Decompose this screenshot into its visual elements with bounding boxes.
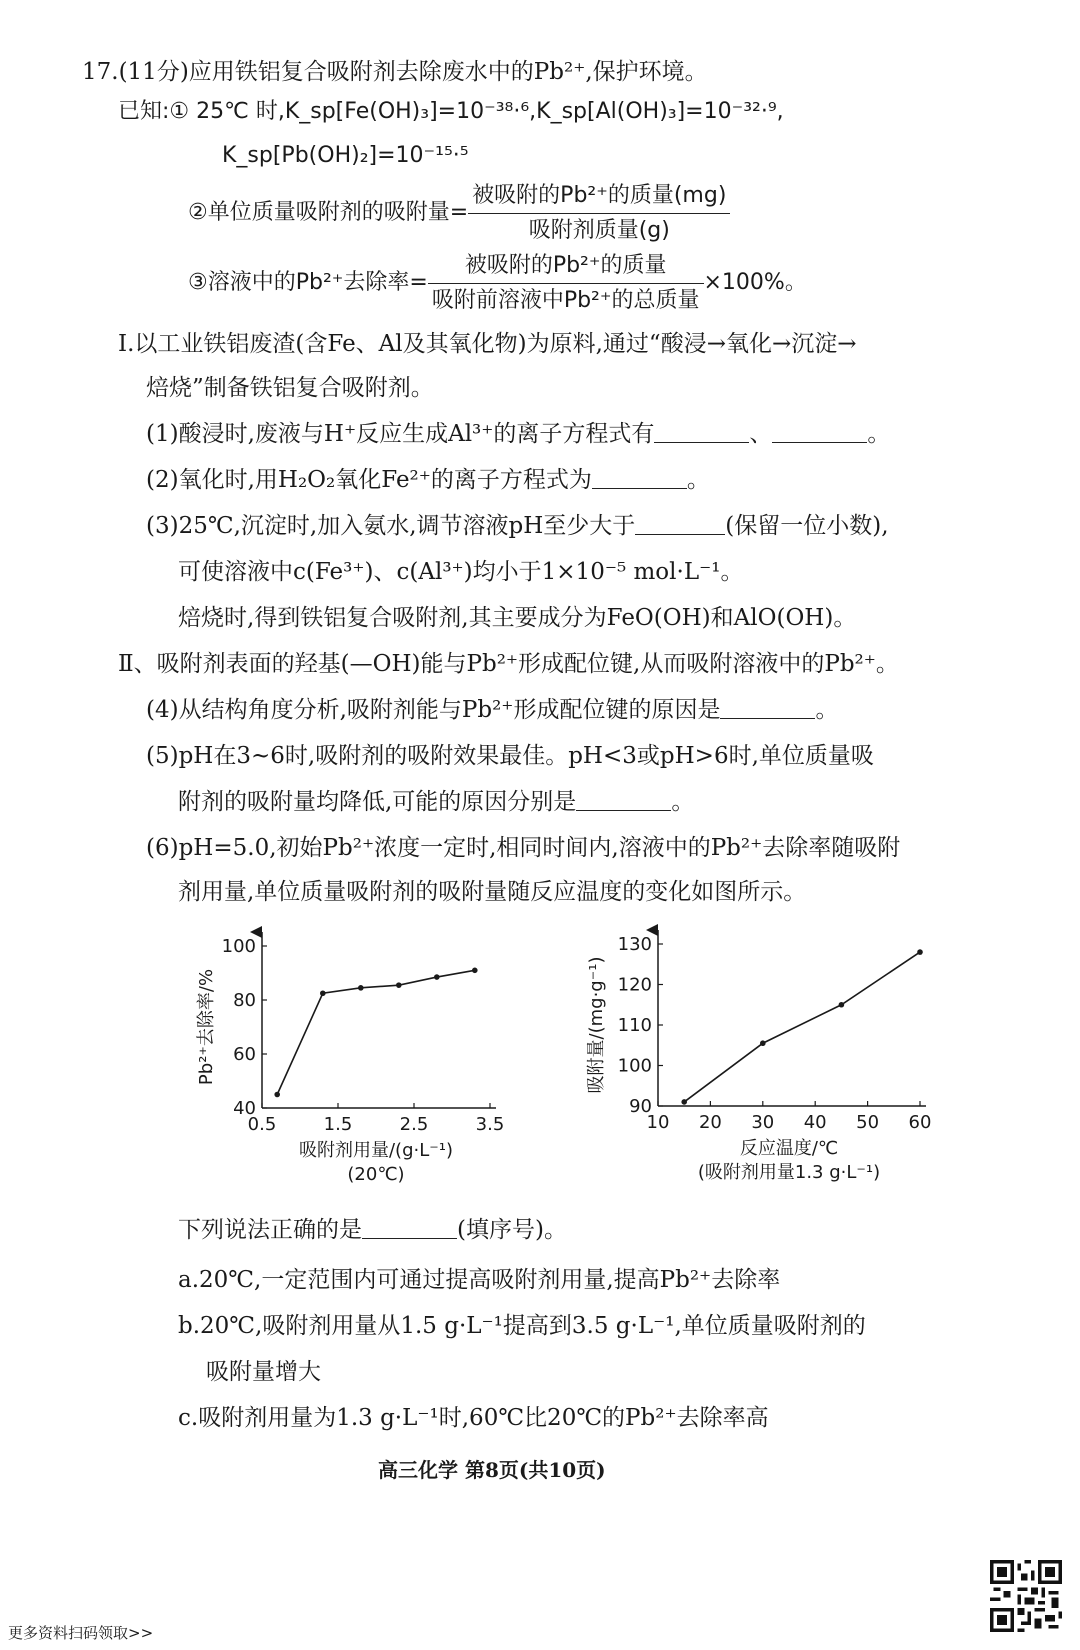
right-chart-x-tick-label: 50: [856, 1112, 880, 1133]
option-b-line-1: b.20℃,吸附剂用量从1.5 g·L⁻¹提高到3.5 g·L⁻¹,单位质量吸附剂的: [178, 1313, 866, 1339]
part1-line-2: 焙烧”制备铁铝复合吸附剂。: [146, 375, 434, 401]
right-chart-y-tick-label: 90: [629, 1096, 652, 1117]
question-5: [178, 788, 694, 817]
q2-blank[interactable]: [592, 466, 687, 489]
chart-adsorption-amount: [580, 918, 960, 1208]
q3-line-3: 焙烧时,得到铁铝复合吸附剂,其主要成分为FeO(OH)和AlO(OH)。: [178, 605, 857, 631]
left-chart-x-label-note: (20℃): [347, 1164, 405, 1185]
q3-blank[interactable]: [635, 512, 725, 535]
left-chart-series-line: [277, 970, 475, 1094]
q6-line-1: (6)pH=5.0,初始Pb²⁺浓度一定时,相同时间内,溶液中的Pb²⁺去除率随吸附: [146, 835, 901, 861]
question-header: 17.(11分)应用铁铝复合吸附剂去除废水中的Pb²⁺,保护环境。: [82, 59, 708, 85]
left-chart-data-point: [358, 985, 364, 991]
left-chart-x-tick-label: 2.5: [399, 1114, 429, 1135]
right-chart-data-point: [760, 1040, 766, 1046]
question-4: [146, 696, 838, 725]
question-2: [146, 466, 710, 495]
choice-prompt-text: 下列说法正确的是: [178, 1217, 362, 1243]
right-chart-y-tick-label: 120: [617, 974, 652, 996]
q4-blank[interactable]: [720, 696, 815, 719]
q3-text: (3)25℃,沉淀时,加入氨水,调节溶液pH至少大于: [146, 513, 636, 539]
more-resources-link[interactable]: 更多资料扫码领取>>: [8, 1624, 154, 1642]
formula-2-fraction: [468, 182, 730, 244]
q1-separator: 、: [749, 421, 773, 447]
right-chart-data-point: [839, 1002, 845, 1008]
q1-blank-2[interactable]: [772, 420, 867, 443]
formula-2-denominator: 吸附剂质量(g): [528, 217, 670, 243]
right-chart-data-point: [917, 949, 923, 955]
right-chart-y-tick-label: 110: [617, 1015, 652, 1036]
left-chart-y-tick-label: 80: [233, 990, 256, 1011]
q5-text: 附剂的吸附量均降低,可能的原因分别是: [178, 789, 577, 815]
right-chart-series-line: [684, 952, 920, 1102]
formula-2-numerator: 被吸附的Pb²⁺的质量(mg): [468, 182, 730, 214]
page-footer: 高三化学 第8页(共10页): [378, 1458, 606, 1482]
left-chart-y-label: Pb²⁺去除率/%: [196, 968, 217, 1086]
q6-line-2: 剂用量,单位质量吸附剂的吸附量随反应温度的变化如图所示。: [178, 879, 807, 905]
right-chart-x-label-note: (吸附剂用量1.3 g·L⁻¹): [697, 1162, 881, 1183]
choice-prompt-end: (填序号)。: [457, 1217, 567, 1243]
right-chart-x-tick-label: 10: [646, 1112, 670, 1133]
formula-3-numerator: 被吸附的Pb²⁺的质量: [428, 252, 704, 284]
left-chart-y-tick-label: 40: [233, 1098, 256, 1119]
chart-removal-rate: [190, 918, 550, 1208]
q3-line-2: 可使溶液中c(Fe³⁺)、c(Al³⁺)均小于1×10⁻⁵ mol·L⁻¹。: [178, 559, 744, 585]
q5-line-1: (5)pH在3~6时,吸附剂的吸附效果最佳。pH<3或pH>6时,单位质量吸: [146, 743, 874, 769]
q2-end: 。: [686, 467, 710, 493]
q3-end: (保留一位小数),: [725, 513, 889, 539]
right-chart-x-label: 反应温度/℃: [739, 1138, 839, 1159]
formula-2: [188, 182, 730, 244]
choice-prompt: [178, 1216, 567, 1245]
right-chart-x-tick-label: 60: [908, 1112, 932, 1133]
option-b-line-2: 吸附量增大: [206, 1359, 321, 1385]
left-chart-data-point: [472, 968, 478, 974]
left-chart-data-point: [274, 1092, 280, 1098]
right-chart-x-tick-label: 40: [803, 1112, 827, 1133]
known-line-1: 已知:① 25℃ 时,K_sp[Fe(OH)₃]=10⁻³⁸·⁶,K_sp[Al(OH)₃]=10⁻³²·⁹,: [118, 99, 784, 124]
left-chart-x-label: 吸附剂用量/(g·L⁻¹): [298, 1140, 454, 1161]
left-chart-data-point: [434, 974, 440, 980]
right-chart-y-label: 吸附量/(mg·g⁻¹): [586, 956, 607, 1094]
option-a: a.20℃,一定范围内可通过提高吸附剂用量,提高Pb²⁺去除率: [178, 1267, 781, 1293]
option-c: c.吸附剂用量为1.3 g·L⁻¹时,60℃比20℃的Pb²⁺去除率高: [178, 1405, 769, 1431]
q1-end: 。: [867, 421, 891, 447]
known-line-2: K_sp[Pb(OH)₂]=10⁻¹⁵·⁵: [222, 143, 469, 168]
left-chart-y-tick-label: 60: [233, 1044, 256, 1065]
left-chart-x-tick-label: 3.5: [475, 1114, 505, 1135]
right-chart-data-point: [681, 1099, 687, 1105]
left-chart-data-point: [396, 982, 402, 988]
q1-blank-1[interactable]: [654, 420, 749, 443]
right-chart-x-tick-label: 30: [751, 1112, 775, 1133]
right-chart-y-tick-label: 100: [617, 1055, 652, 1077]
part2-line-1: Ⅱ、吸附剂表面的羟基(—OH)能与Pb²⁺形成配位键,从而吸附溶液中的Pb²⁺。: [118, 651, 899, 677]
q5-blank[interactable]: [576, 788, 671, 811]
formula-3-fraction: [428, 252, 704, 314]
qr-code-icon[interactable]: [990, 1560, 1062, 1632]
formula-3: [188, 252, 807, 314]
question-3: [146, 512, 889, 541]
left-chart-x-tick-label: 1.5: [323, 1114, 353, 1135]
question-1: [146, 420, 890, 449]
q1-text: (1)酸浸时,废液与H⁺反应生成Al³⁺的离子方程式有: [146, 421, 655, 447]
formula-2-lhs: ②单位质量吸附剂的吸附量=: [188, 200, 469, 225]
choice-blank[interactable]: [362, 1216, 457, 1239]
right-chart-y-tick-label: 130: [617, 934, 652, 955]
q2-text: (2)氧化时,用H₂O₂氧化Fe²⁺的离子方程式为: [146, 467, 592, 493]
left-chart-y-tick-label: 100: [221, 936, 256, 957]
formula-3-rhs: ×100%。: [703, 270, 807, 295]
q4-text: (4)从结构角度分析,吸附剂能与Pb²⁺形成配位键的原因是: [146, 697, 721, 723]
formula-3-lhs: ③溶液中的Pb²⁺去除率=: [188, 270, 428, 295]
q5-end: 。: [671, 789, 695, 815]
formula-3-denominator: 吸附前溶液中Pb²⁺的总质量: [431, 287, 700, 313]
part1-line-1: Ⅰ.以工业铁铝废渣(含Fe、Al及其氧化物)为原料,通过“酸浸→氧化→沉淀→: [118, 331, 857, 357]
right-chart-x-tick-label: 20: [698, 1112, 722, 1133]
left-chart-data-point: [320, 990, 326, 996]
q4-end: 。: [815, 697, 839, 723]
left-chart-x-tick-label: 0.5: [247, 1114, 277, 1135]
